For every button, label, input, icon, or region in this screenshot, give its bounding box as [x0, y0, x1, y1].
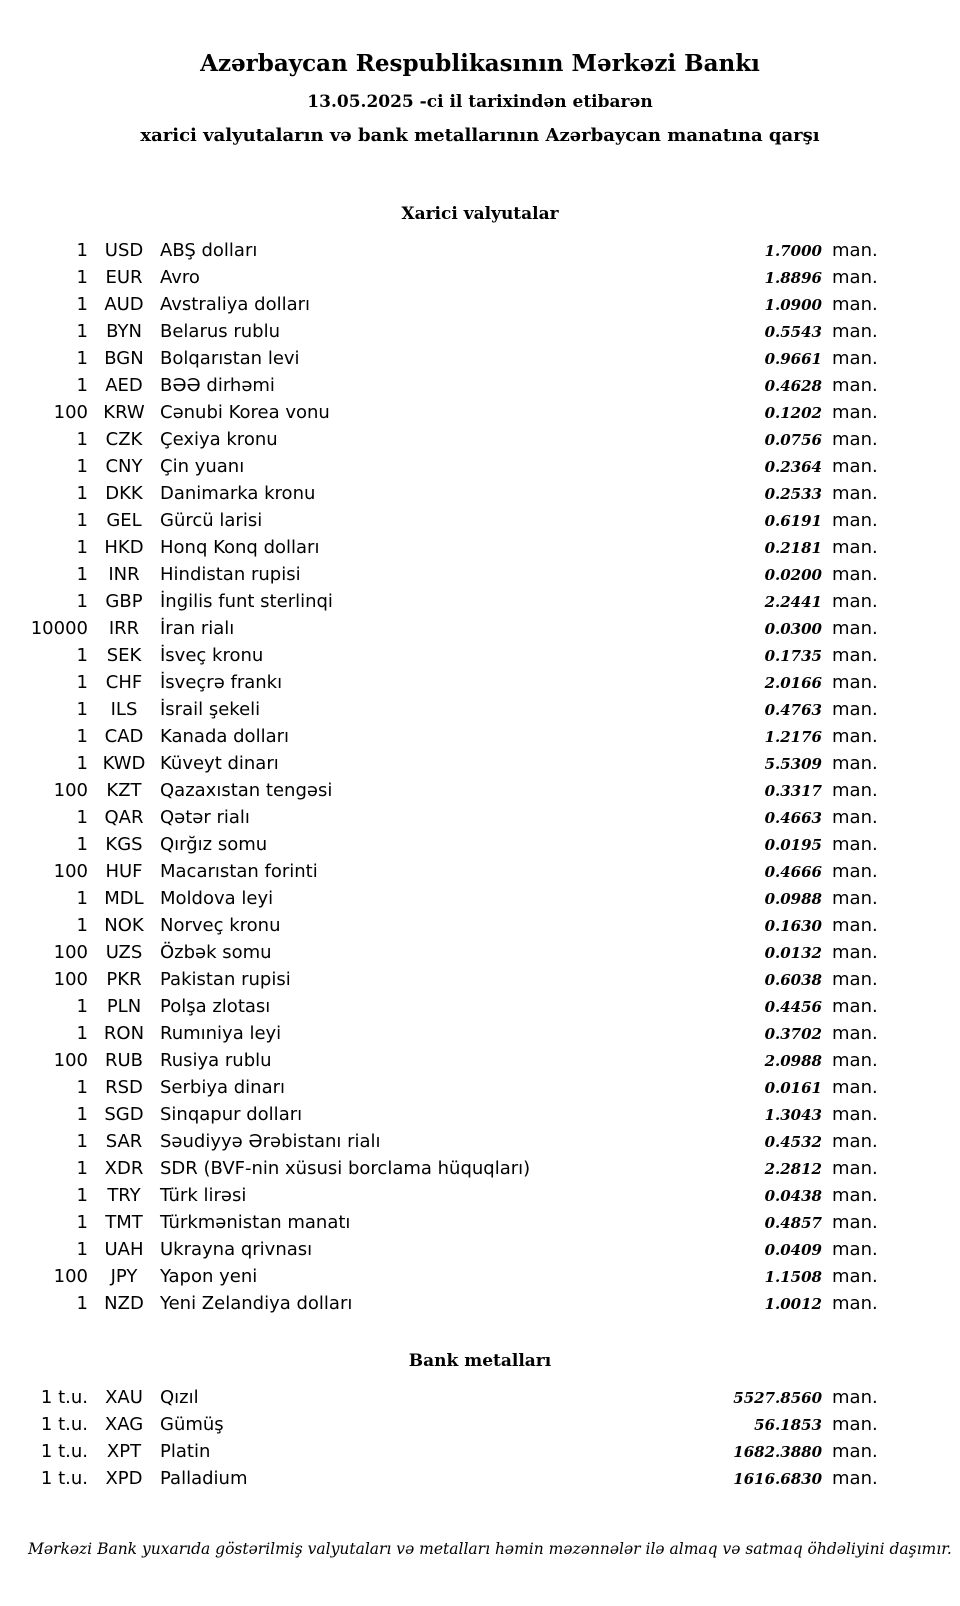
rate-value-cell: 0.0988 [764, 890, 822, 908]
quantity-cell: 1 [76, 1131, 88, 1152]
unit-cell: man. [832, 510, 878, 531]
currency-code-cell: INR [108, 564, 140, 585]
unit-cell: man. [832, 1104, 878, 1125]
quantity-cell: 1 [76, 699, 88, 720]
currency-name-cell: Norveç kronu [160, 915, 281, 936]
currency-code-cell: USD [104, 240, 144, 261]
currency-name-cell: Ukrayna qrivnası [160, 1239, 313, 1260]
rate-value-cell: 1.7000 [764, 242, 822, 260]
rate-value-cell: 0.5543 [764, 323, 822, 341]
bank-title: Azərbaycan Respublikasının Mərkəzi Bankı [200, 50, 760, 77]
currency-name-cell: İsveç kronu [160, 645, 264, 666]
rate-value-cell: 0.1202 [764, 404, 822, 422]
effective-date: 13.05.2025 -ci il tarixindən etibarən [307, 92, 653, 112]
unit-cell: man. [832, 1023, 878, 1044]
currency-code-cell: XDR [104, 1158, 144, 1179]
currency-code-cell: HKD [104, 537, 144, 558]
unit-cell: man. [832, 645, 878, 666]
currency-code-cell: KGS [105, 834, 143, 855]
rate-row [0, 1384, 890, 1411]
currency-code-cell: NZD [104, 1293, 144, 1314]
quantity-cell: 1 t.u. [40, 1468, 88, 1489]
unit-cell: man. [832, 996, 878, 1017]
currency-code-cell: UAH [104, 1239, 144, 1260]
rate-row [0, 588, 890, 615]
currency-code-cell: RUB [104, 1050, 144, 1071]
currencies-table [0, 237, 890, 1317]
currency-name-cell: Sinqapur dolları [160, 1104, 303, 1125]
currency-name-cell: SDR (BVF-nin xüsusi borclama hüquqları) [160, 1158, 531, 1179]
currency-name-cell: Palladium [160, 1468, 248, 1489]
quantity-cell: 1 [76, 807, 88, 828]
rate-value-cell: 0.4857 [764, 1214, 822, 1232]
currency-name-cell: Cənubi Korea vonu [160, 402, 330, 423]
unit-cell: man. [832, 780, 878, 801]
currency-name-cell: Qırğız somu [160, 834, 268, 855]
rate-value-cell: 0.1735 [764, 647, 822, 665]
currency-name-cell: Hindistan rupisi [160, 564, 301, 585]
currency-name-cell: Danimarka kronu [160, 483, 316, 504]
quantity-cell: 1 t.u. [40, 1387, 88, 1408]
currency-code-cell: XAG [104, 1414, 144, 1435]
document-footer [0, 1540, 960, 1558]
unit-cell: man. [832, 1212, 878, 1233]
quantity-cell: 1 [76, 1158, 88, 1179]
currency-name-cell: Macarıstan forinti [160, 861, 318, 882]
quantity-cell: 1 [76, 1077, 88, 1098]
quantity-cell: 1 [76, 483, 88, 504]
currency-name-cell: Belarus rublu [160, 321, 281, 342]
rate-value-cell: 0.1630 [764, 917, 822, 935]
quantity-cell: 1 [76, 645, 88, 666]
currency-name-cell: Yeni Zelandiya dolları [160, 1293, 353, 1314]
currency-code-cell: BGN [104, 348, 144, 369]
rate-row [0, 669, 890, 696]
rate-row [0, 966, 890, 993]
quantity-cell: 1 [76, 591, 88, 612]
quantity-cell: 1 [76, 1104, 88, 1125]
currency-code-cell: EUR [105, 267, 143, 288]
quantity-cell: 100 [53, 969, 88, 990]
currency-name-cell: Honq Konq dolları [160, 537, 320, 558]
quantity-cell: 1 [76, 267, 88, 288]
currency-code-cell: UZS [105, 942, 143, 963]
rate-row [0, 318, 890, 345]
rate-value-cell: 2.0988 [764, 1052, 822, 1070]
rate-row [0, 858, 890, 885]
currency-code-cell: KZT [106, 780, 142, 801]
rate-value-cell: 0.9661 [764, 350, 822, 368]
quantity-cell: 100 [53, 1266, 88, 1287]
rate-row [0, 345, 890, 372]
currency-name-cell: İsrail şekeli [160, 699, 261, 720]
rate-row [0, 1411, 890, 1438]
rate-row [0, 723, 890, 750]
unit-cell: man. [832, 240, 878, 261]
rate-value-cell: 0.0756 [764, 431, 822, 449]
rate-row [0, 1074, 890, 1101]
rate-row [0, 1263, 890, 1290]
unit-cell: man. [832, 591, 878, 612]
unit-cell: man. [832, 1441, 878, 1462]
currency-name-cell: Platin [160, 1441, 211, 1462]
rate-row [0, 1101, 890, 1128]
currency-name-cell: Qazaxıstan tengəsi [160, 780, 333, 801]
rate-row [0, 939, 890, 966]
unit-cell: man. [832, 1050, 878, 1071]
quantity-cell: 1 [76, 1239, 88, 1260]
currency-name-cell: Yapon yeni [160, 1266, 258, 1287]
quantity-cell: 1 [76, 672, 88, 693]
rate-row [0, 615, 890, 642]
rate-row [0, 372, 890, 399]
currency-code-cell: SEK [106, 645, 142, 666]
currency-code-cell: IRR [108, 618, 140, 639]
currency-name-cell: Küveyt dinarı [160, 753, 279, 774]
currency-code-cell: DKK [105, 483, 143, 504]
rate-row [0, 831, 890, 858]
quantity-cell: 100 [53, 402, 88, 423]
rate-value-cell: 1.1508 [764, 1268, 822, 1286]
currency-name-cell: Bolqarıstan levi [160, 348, 300, 369]
currency-name-cell: BƏƏ dirhəmi [160, 375, 275, 396]
unit-cell: man. [832, 726, 878, 747]
rate-value-cell: 0.4663 [764, 809, 822, 827]
quantity-cell: 1 [76, 996, 88, 1017]
rate-row [0, 993, 890, 1020]
quantity-cell: 1 t.u. [40, 1441, 88, 1462]
unit-cell: man. [832, 1131, 878, 1152]
metals-section [0, 1351, 960, 1492]
rate-row [0, 1465, 890, 1492]
rate-value-cell: 0.2181 [764, 539, 822, 557]
rate-row [0, 453, 890, 480]
currency-name-cell: Türkmənistan manatı [160, 1212, 351, 1233]
currency-code-cell: BYN [106, 321, 142, 342]
unit-cell: man. [832, 1239, 878, 1260]
currency-name-cell: İran rialı [160, 618, 235, 639]
unit-cell: man. [832, 1387, 878, 1408]
rate-row [0, 264, 890, 291]
currency-name-cell: Qətər rialı [160, 807, 250, 828]
unit-cell: man. [832, 969, 878, 990]
currencies-heading: Xarici valyutalar [401, 204, 559, 224]
document-header [0, 0, 960, 146]
quantity-cell: 1 [76, 294, 88, 315]
unit-cell: man. [832, 753, 878, 774]
rate-row [0, 534, 890, 561]
rate-row [0, 1438, 890, 1465]
quantity-cell: 1 [76, 240, 88, 261]
quantity-cell: 1 [76, 753, 88, 774]
rate-value-cell: 0.3702 [764, 1025, 822, 1043]
currency-name-cell: Çexiya kronu [160, 429, 278, 450]
rate-row [0, 1236, 890, 1263]
rate-value-cell: 2.2441 [764, 593, 822, 611]
unit-cell: man. [832, 429, 878, 450]
currency-code-cell: AED [105, 375, 143, 396]
rate-row [0, 291, 890, 318]
quantity-cell: 1 [76, 348, 88, 369]
quantity-cell: 100 [53, 780, 88, 801]
quantity-cell: 1 [76, 429, 88, 450]
currency-code-cell: RSD [105, 1077, 143, 1098]
currency-name-cell: Səudiyyə Ərəbistanı rialı [160, 1131, 381, 1152]
quantity-cell: 1 [76, 915, 88, 936]
currency-code-cell: KWD [102, 753, 146, 774]
currency-code-cell: SGD [104, 1104, 144, 1125]
quantity-cell: 1 [76, 321, 88, 342]
currency-name-cell: İsveçrə frankı [160, 672, 283, 693]
currency-name-cell: Pakistan rupisi [160, 969, 291, 990]
quantity-cell: 1 t.u. [40, 1414, 88, 1435]
rate-row [0, 1020, 890, 1047]
currency-name-cell: Özbək somu [160, 942, 272, 963]
unit-cell: man. [832, 267, 878, 288]
rate-row [0, 912, 890, 939]
currency-name-cell: İngilis funt sterlinqi [160, 591, 333, 612]
rate-value-cell: 0.0195 [764, 836, 822, 854]
rate-row [0, 696, 890, 723]
currency-name-cell: Polşa zlotası [160, 996, 271, 1017]
quantity-cell: 1 [76, 1212, 88, 1233]
rate-value-cell: 0.0438 [764, 1187, 822, 1205]
unit-cell: man. [832, 888, 878, 909]
currency-code-cell: ILS [110, 699, 138, 720]
quantity-cell: 1 [76, 564, 88, 585]
quantity-cell: 100 [53, 1050, 88, 1071]
currency-code-cell: AUD [104, 294, 144, 315]
rate-value-cell: 0.4666 [764, 863, 822, 881]
rate-value-cell: 0.3317 [764, 782, 822, 800]
rate-row [0, 804, 890, 831]
rate-value-cell: 5527.8560 [733, 1389, 822, 1407]
currency-code-cell: KRW [103, 402, 145, 423]
rate-row [0, 1155, 890, 1182]
rate-value-cell: 0.0161 [764, 1079, 822, 1097]
quantity-cell: 1 [76, 888, 88, 909]
rate-row [0, 1182, 890, 1209]
currency-code-cell: XAU [105, 1387, 143, 1408]
currency-code-cell: QAR [104, 807, 144, 828]
rate-value-cell: 0.0409 [764, 1241, 822, 1259]
quantity-cell: 1 [76, 726, 88, 747]
unit-cell: man. [832, 456, 878, 477]
rate-row [0, 750, 890, 777]
rate-value-cell: 0.0300 [764, 620, 822, 638]
unit-cell: man. [832, 294, 878, 315]
quantity-cell: 10000 [30, 618, 88, 639]
currency-code-cell: CAD [104, 726, 144, 747]
currency-code-cell: NOK [104, 915, 144, 936]
metals-heading: Bank metalları [408, 1351, 552, 1371]
rate-row [0, 561, 890, 588]
rate-value-cell: 0.4456 [764, 998, 822, 1016]
unit-cell: man. [832, 564, 878, 585]
unit-cell: man. [832, 1414, 878, 1435]
currency-code-cell: XPD [105, 1468, 143, 1489]
unit-cell: man. [832, 942, 878, 963]
unit-cell: man. [832, 1293, 878, 1314]
currency-code-cell: MDL [104, 888, 144, 909]
currency-name-cell: Avstraliya dolları [160, 294, 311, 315]
unit-cell: man. [832, 348, 878, 369]
rate-value-cell: 1682.3880 [733, 1443, 822, 1461]
unit-cell: man. [832, 321, 878, 342]
rate-row [0, 1290, 890, 1317]
currency-name-cell: Kanada dolları [160, 726, 290, 747]
currency-name-cell: ABŞ dolları [160, 240, 258, 261]
currency-code-cell: HUF [105, 861, 143, 882]
unit-cell: man. [832, 807, 878, 828]
rate-value-cell: 0.4628 [764, 377, 822, 395]
rate-row [0, 237, 890, 264]
currency-code-cell: RON [103, 1023, 145, 1044]
unit-cell: man. [832, 672, 878, 693]
currencies-section [0, 204, 960, 1317]
rate-value-cell: 1.0900 [764, 296, 822, 314]
document-subtitle: xarici valyutaların və bank metallarının Azərbaycan manatına qarşı [140, 125, 820, 146]
currency-name-cell: Qızıl [160, 1387, 199, 1408]
unit-cell: man. [832, 375, 878, 396]
currency-code-cell: CNY [105, 456, 143, 477]
currency-name-cell: Türk lirəsi [160, 1185, 247, 1206]
unit-cell: man. [832, 1077, 878, 1098]
rate-row [0, 642, 890, 669]
quantity-cell: 1 [76, 375, 88, 396]
unit-cell: man. [832, 1266, 878, 1287]
rate-value-cell: 0.0132 [764, 944, 822, 962]
rate-row [0, 1209, 890, 1236]
unit-cell: man. [832, 618, 878, 639]
currency-code-cell: GEL [106, 510, 142, 531]
rate-value-cell: 0.0200 [764, 566, 822, 584]
unit-cell: man. [832, 1185, 878, 1206]
currency-code-cell: SAR [105, 1131, 143, 1152]
rate-value-cell: 1.0012 [764, 1295, 822, 1313]
quantity-cell: 1 [76, 510, 88, 531]
quantity-cell: 1 [76, 1293, 88, 1314]
rate-value-cell: 2.2812 [764, 1160, 822, 1178]
unit-cell: man. [832, 483, 878, 504]
disclaimer-text: Mərkəzi Bank yuxarıda göstərilmiş valyutaları və metalları həmin məzənnələr ilə almaq və satmaq öhdəliyini daşımır. [28, 1540, 952, 1558]
unit-cell: man. [832, 537, 878, 558]
rate-value-cell: 0.2364 [764, 458, 822, 476]
unit-cell: man. [832, 861, 878, 882]
quantity-cell: 100 [53, 942, 88, 963]
currency-code-cell: TMT [105, 1212, 143, 1233]
rate-value-cell: 1.8896 [764, 269, 822, 287]
currency-name-cell: Gümüş [160, 1414, 224, 1435]
rate-row [0, 1128, 890, 1155]
currency-code-cell: PLN [106, 996, 142, 1017]
unit-cell: man. [832, 1158, 878, 1179]
rate-value-cell: 56.1853 [754, 1416, 822, 1434]
currency-name-cell: Çin yuanı [160, 456, 245, 477]
currency-code-cell: TRY [107, 1185, 141, 1206]
rate-row [0, 480, 890, 507]
rate-value-cell: 1616.6830 [733, 1470, 822, 1488]
currency-name-cell: Gürcü larisi [160, 510, 263, 531]
rate-row [0, 507, 890, 534]
unit-cell: man. [832, 915, 878, 936]
rate-value-cell: 0.6038 [764, 971, 822, 989]
quantity-cell: 1 [76, 834, 88, 855]
currency-code-cell: CZK [105, 429, 143, 450]
rate-value-cell: 0.4763 [764, 701, 822, 719]
unit-cell: man. [832, 1468, 878, 1489]
metals-table [0, 1384, 890, 1492]
currency-code-cell: PKR [106, 969, 142, 990]
currency-name-cell: Moldova leyi [160, 888, 274, 909]
rate-value-cell: 0.2533 [764, 485, 822, 503]
rate-value-cell: 0.4532 [764, 1133, 822, 1151]
rate-value-cell: 5.5309 [764, 755, 822, 773]
currency-code-cell: CHF [105, 672, 143, 693]
rate-row [0, 885, 890, 912]
rate-row [0, 426, 890, 453]
quantity-cell: 100 [53, 861, 88, 882]
currency-code-cell: JPY [110, 1266, 138, 1287]
quantity-cell: 1 [76, 456, 88, 477]
rate-value-cell: 1.2176 [764, 728, 822, 746]
rate-value-cell: 2.0166 [764, 674, 822, 692]
quantity-cell: 1 [76, 1023, 88, 1044]
quantity-cell: 1 [76, 537, 88, 558]
rate-row [0, 777, 890, 804]
currency-name-cell: Rumıniya leyi [160, 1023, 282, 1044]
currency-name-cell: Serbiya dinarı [160, 1077, 285, 1098]
currency-name-cell: Rusiya rublu [160, 1050, 272, 1071]
unit-cell: man. [832, 402, 878, 423]
currency-name-cell: Avro [160, 267, 200, 288]
rate-value-cell: 0.6191 [764, 512, 822, 530]
currency-code-cell: XPT [106, 1441, 142, 1462]
unit-cell: man. [832, 699, 878, 720]
currency-code-cell: GBP [105, 591, 143, 612]
rate-value-cell: 1.3043 [764, 1106, 822, 1124]
rate-row [0, 399, 890, 426]
quantity-cell: 1 [76, 1185, 88, 1206]
unit-cell: man. [832, 834, 878, 855]
rate-row [0, 1047, 890, 1074]
